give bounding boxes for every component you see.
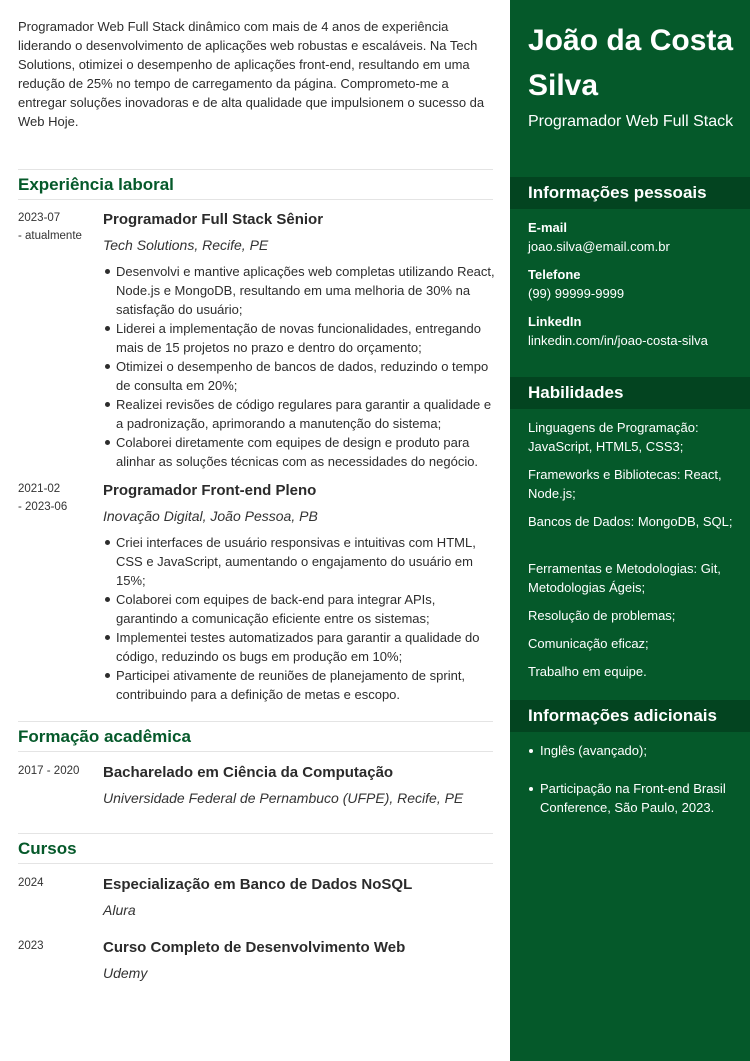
phone-label: Telefone xyxy=(528,267,581,282)
skill-item: Comunicação eficaz; xyxy=(528,636,649,651)
skills-heading: Habilidades xyxy=(528,383,624,402)
course-date: 2024 xyxy=(18,877,44,889)
skill-item: Linguagens de Programação: JavaScript, HTML5, CSS3; xyxy=(528,420,699,454)
skills-header xyxy=(510,377,750,409)
courses-section-header xyxy=(18,833,493,864)
job-bullet: Realizei revisões de código regulares para garantir a qualidade e a padronização, aprimorando a manutenção do sistema; xyxy=(103,395,495,433)
course-date: 2023 xyxy=(18,940,44,952)
job-employer: Inovação Digital, João Pessoa, PB xyxy=(103,508,318,524)
bullet-icon xyxy=(529,787,533,791)
course-provider: Alura xyxy=(103,902,136,918)
job-date-start: 2021-02 xyxy=(18,483,61,495)
skill-item: Bancos de Dados: MongoDB, SQL; xyxy=(528,514,733,529)
phone-value: (99) 99999-9999 xyxy=(528,286,625,301)
job-date-end: - 2023-06 xyxy=(18,500,68,513)
personal-info-header xyxy=(510,177,750,209)
additional-item-text: Inglês (avançado); xyxy=(540,743,647,758)
linkedin-value: linkedin.com/in/joao-costa-silva xyxy=(528,333,708,348)
sidebar xyxy=(510,0,750,1061)
email-label: E-mail xyxy=(528,220,568,235)
job-employer: Tech Solutions, Recife, PE xyxy=(103,237,269,253)
skill-item: Resolução de problemas; xyxy=(528,608,676,623)
job-date-end: - atualmente xyxy=(18,229,82,242)
course-provider: Udemy xyxy=(103,965,148,981)
candidate-name: João da Costa Silva xyxy=(528,24,734,102)
job-bullet: Criei interfaces de usuário responsivas e intuitivas com HTML, CSS e JavaScript, aumentando o engajamento do usuário em 15%; xyxy=(103,533,495,590)
additional-item xyxy=(528,779,740,817)
job-bullet: Liderei a implementação de novas funcionalidades, entregando mais de 15 projetos no prazo e dentro do orçamento; xyxy=(103,319,495,357)
job-date-start: 2023-07 xyxy=(18,212,61,224)
education-degree: Bacharelado em Ciência da Computação xyxy=(103,764,394,781)
course-title: Especialização em Banco de Dados NoSQL xyxy=(103,876,413,893)
additional-item-text: Participação na Front-end Brasil Conference, São Paulo, 2023. xyxy=(540,781,726,815)
additional-item xyxy=(528,741,740,760)
linkedin-label: LinkedIn xyxy=(528,314,582,329)
education-institution: Universidade Federal de Pernambuco (UFPE), Recife, PE xyxy=(103,790,464,806)
bullet-icon xyxy=(529,749,533,753)
experience-section-header xyxy=(18,169,493,200)
job-bullets xyxy=(103,533,495,704)
job-date xyxy=(18,210,93,245)
job-bullets xyxy=(103,262,495,471)
education-date: 2017 - 2020 xyxy=(18,765,80,777)
job-bullet: Colaborei com equipes de back-end para integrar APIs, garantindo a comunicação eficiente entre os sistemas; xyxy=(103,590,495,628)
candidate-role: Programador Web Full Stack xyxy=(528,113,734,130)
additional-info-header xyxy=(510,700,750,732)
job-title: Programador Front-end Pleno xyxy=(103,482,317,499)
skill-item: Trabalho em equipe. xyxy=(528,664,647,679)
personal-info-heading: Informações pessoais xyxy=(528,183,707,202)
job-date xyxy=(18,481,93,516)
courses-heading: Cursos xyxy=(18,839,77,858)
education-heading: Formação acadêmica xyxy=(18,727,191,746)
profile-summary: Programador Web Full Stack dinâmico com mais de 4 anos de experiência liderando o desenvolvimento de aplicações web robustas e escaláveis. Na Tech Solutions, otimizei o desempenho de aplicações front-end, resultando em uma redução de 25% no tempo de carregamento da página. Comprometo-me a entregar soluções inovadoras e de alta qualidade que impulsionem o sucesso da Web Hoje. xyxy=(18,19,485,129)
additional-info-heading: Informações adicionais xyxy=(528,706,717,725)
skill-item: Ferramentas e Metodologias: Git, Metodologias Ágeis; xyxy=(528,561,721,595)
skill-item: Frameworks e Bibliotecas: React, Node.js; xyxy=(528,467,722,501)
job-bullet: Implementei testes automatizados para garantir a qualidade do código, reduzindo os bugs em produção em 10%; xyxy=(103,628,495,666)
course-title: Curso Completo de Desenvolvimento Web xyxy=(103,939,406,956)
education-section-header xyxy=(18,721,493,752)
job-title: Programador Full Stack Sênior xyxy=(103,211,324,228)
job-bullet: Otimizei o desempenho de bancos de dados, reduzindo o tempo de consulta em 20%; xyxy=(103,357,495,395)
job-bullet: Participei ativamente de reuniões de planejamento de sprint, contribuindo para a definição de metas e escopo. xyxy=(103,666,495,704)
job-bullet: Desenvolvi e mantive aplicações web completas utilizando React, Node.js e MongoDB, resultando em uma melhoria de 30% na satisfação do usuário; xyxy=(103,262,495,319)
experience-heading: Experiência laboral xyxy=(18,175,174,194)
job-bullet: Colaborei diretamente com equipes de design e produto para alinhar as soluções técnicas com as necessidades do negócio. xyxy=(103,433,495,471)
email-value: joao.silva@email.com.br xyxy=(528,239,670,254)
